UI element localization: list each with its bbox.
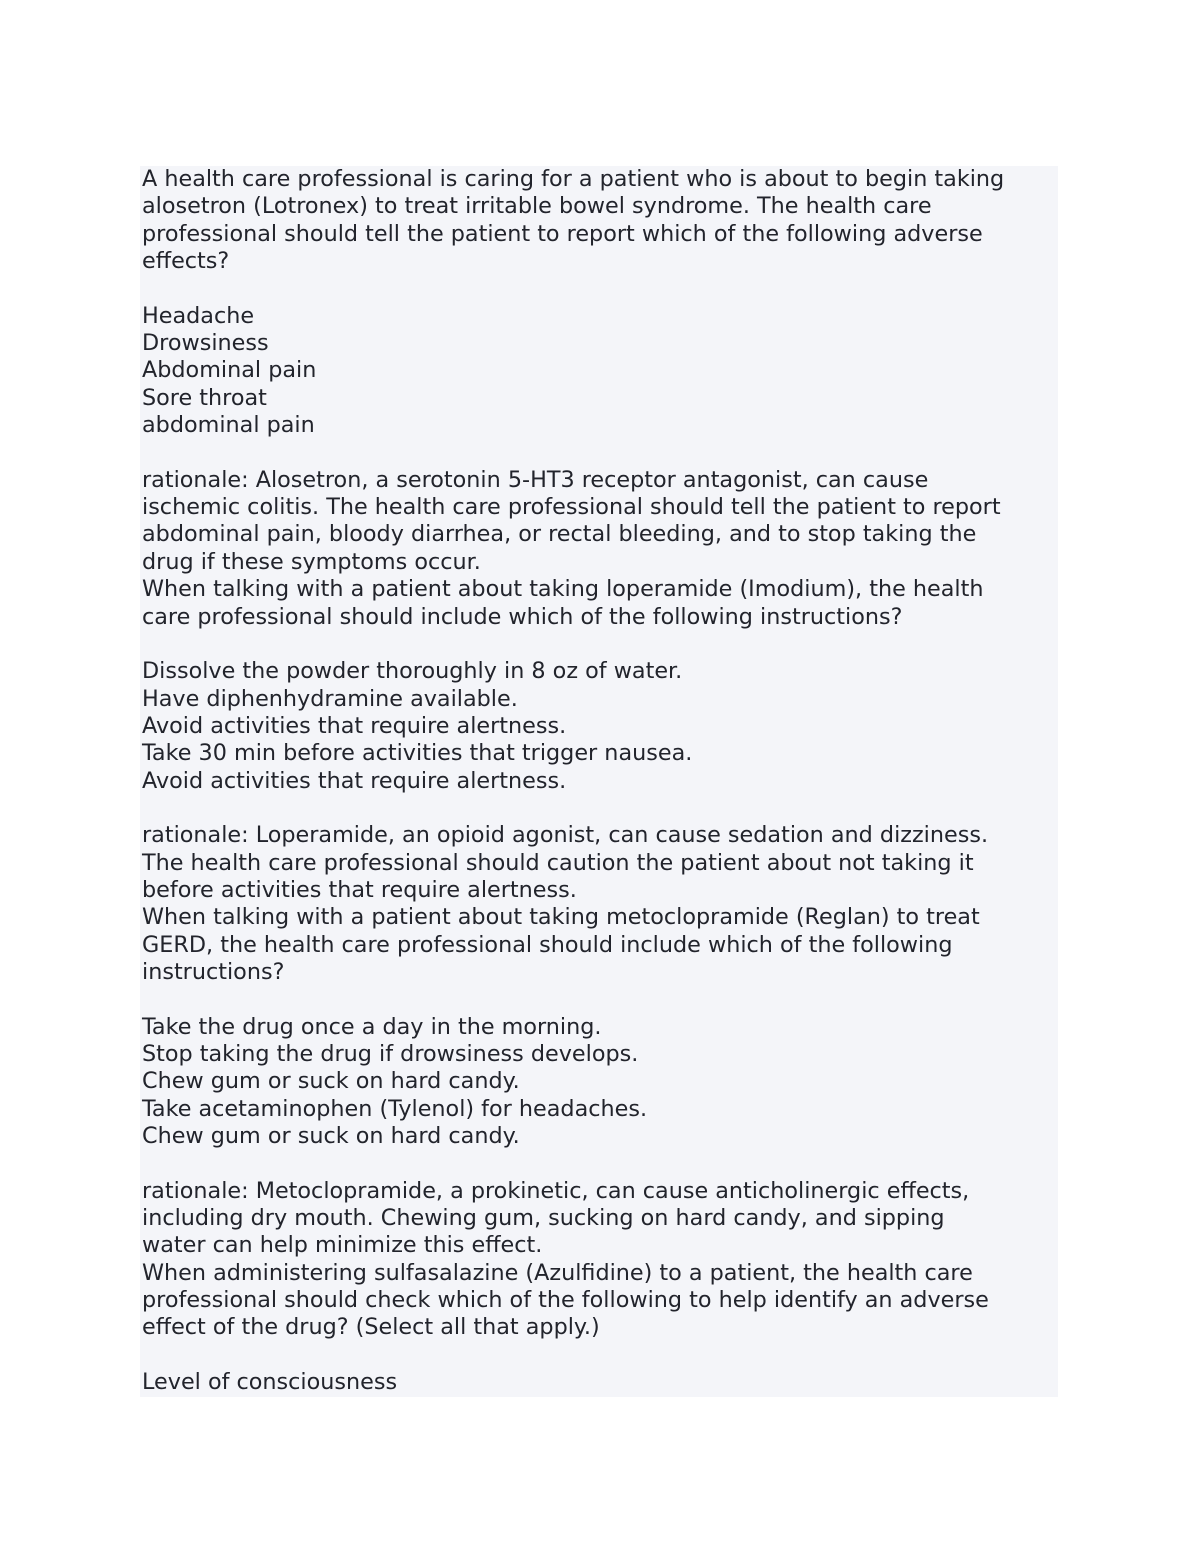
question-4-line: professional should check which of the following to help identify an adverse	[142, 1287, 989, 1314]
question-3-line: instructions?	[142, 958, 285, 985]
option-line: Headache	[142, 302, 255, 329]
rationale-line: rationale: Alosetron, a serotonin 5-HT3 receptor antagonist, can cause	[142, 466, 929, 493]
option-line: Avoid activities that require alertness.	[142, 712, 567, 739]
question-4-line: effect of the drug? (Select all that apply.)	[142, 1314, 600, 1341]
question-1-line: A health care professional is caring for a patient who is about to begin taking	[142, 166, 1005, 192]
question-3-line: GERD, the health care professional should include which of the following	[142, 931, 953, 958]
rationale-line: rationale: Loperamide, an opioid agonist, can cause sedation and dizziness.	[142, 822, 989, 849]
question-1-line: alosetron (Lotronex) to treat irritable bowel syndrome. The health care	[142, 193, 932, 220]
blank-line	[142, 275, 1058, 302]
option-line: Drowsiness	[142, 330, 269, 357]
answer-line: Avoid activities that require alertness.	[142, 767, 567, 794]
rationale-line: including dry mouth. Chewing gum, sucking on hard candy, and sipping	[142, 1205, 945, 1232]
rationale-line: drug if these symptoms occur.	[142, 548, 481, 575]
question-3-line: When talking with a patient about taking metoclopramide (Reglan) to treat	[142, 904, 980, 931]
rationale-line: before activities that require alertness.	[142, 876, 577, 903]
question-1-line: effects?	[142, 248, 230, 275]
blank-line	[142, 1150, 1058, 1177]
option-line: Take the drug once a day in the morning.	[142, 1013, 602, 1040]
option-line: Level of consciousness	[142, 1369, 398, 1396]
option-line: Sore throat	[142, 384, 267, 411]
option-line: Stop taking the drug if drowsiness develops.	[142, 1041, 639, 1067]
answer-line: Chew gum or suck on hard candy.	[142, 1123, 520, 1150]
document-text-block	[140, 166, 1058, 1397]
option-line: Abdominal pain	[142, 357, 317, 384]
blank-line	[142, 631, 1058, 658]
option-line: Chew gum or suck on hard candy.	[142, 1068, 520, 1095]
rationale-line: The health care professional should caution the patient about not taking it	[142, 849, 974, 876]
question-2-line: care professional should include which of the following instructions?	[142, 603, 903, 630]
answer-line: abdominal pain	[142, 412, 315, 439]
rationale-line: rationale: Metoclopramide, a prokinetic, can cause anticholinergic effects,	[142, 1177, 970, 1204]
option-line: Take acetaminophen (Tylenol) for headaches.	[142, 1095, 648, 1122]
rationale-line: ischemic colitis. The health care professional should tell the patient to report	[142, 494, 1001, 521]
rationale-line: water can help minimize this effect.	[142, 1232, 543, 1259]
rationale-line: abdominal pain, bloody diarrhea, or rectal bleeding, and to stop taking the	[142, 521, 977, 548]
blank-line	[142, 986, 1058, 1013]
question-2-line: When talking with a patient about taking loperamide (Imodium), the health	[142, 576, 984, 603]
option-line: Have diphenhydramine available.	[142, 685, 518, 712]
option-line: Take 30 min before activities that trigger nausea.	[142, 740, 693, 767]
blank-line	[142, 1342, 1058, 1369]
blank-line	[142, 439, 1058, 466]
blank-line	[142, 795, 1058, 822]
question-4-line: When administering sulfasalazine (Azulfidine) to a patient, the health care	[142, 1259, 973, 1286]
option-line: Dissolve the powder thoroughly in 8 oz of water.	[142, 658, 683, 685]
question-1-line: professional should tell the patient to report which of the following adverse	[142, 220, 983, 247]
